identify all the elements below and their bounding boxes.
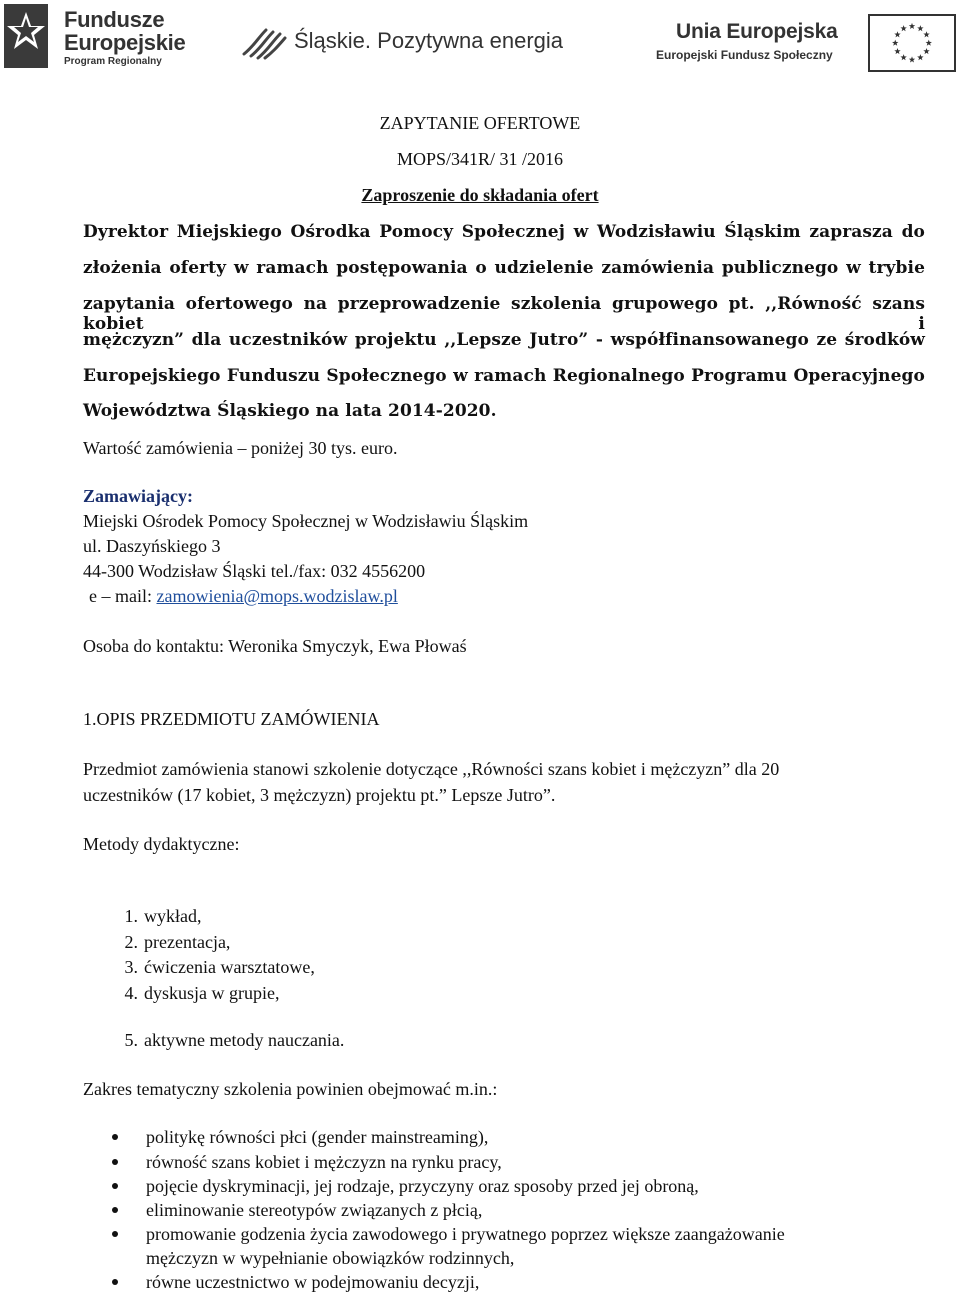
intro-line-2: złożenia oferty w ramach postępowania o udzielenie zamówienia publicznego w trybie [83, 258, 925, 278]
intro-line-6: Województwa Śląskiego na lata 2014-2020. [83, 401, 497, 421]
bullet-icon [112, 1183, 118, 1189]
topic-item: politykę równości płci (gender mainstreaming), [146, 1127, 489, 1147]
method-number: 3. [124, 957, 138, 977]
intro-line-1: Dyrektor Miejskiego Ośrodka Pomocy Społecznej w Wodzisławiu Śląskim zaprasza do [83, 222, 925, 242]
orderer-name: Miejski Ośrodek Pomocy Społecznej w Wodzisławiu Śląskim [83, 511, 529, 531]
subject-line-2: uczestników (17 kobiet, 3 mężczyzn) projektu pt.” Lepsze Jutro”. [83, 785, 556, 805]
intro-line-4: mężczyzn” dla uczestników projektu ,,Lepsze Jutro” - współfinansowanego ze środków [83, 330, 925, 350]
eu-star-icon [900, 25, 906, 31]
scope-label: Zakres tematyczny szkolenia powinien obejmować m.in.: [83, 1079, 498, 1099]
eu-star-icon [923, 31, 929, 37]
topic-item: równe uczestnictwo w podejmowaniu decyzji, [146, 1272, 480, 1292]
bullet-icon [112, 1207, 118, 1213]
topic-item: eliminowanie stereotypów związanych z płcią, [146, 1200, 483, 1220]
fundusze-europejskie-wordmark: Fundusze Europejskie Program Regionalny [64, 7, 186, 67]
method-item: dyskusja w grupie, [144, 983, 280, 1003]
method-number: 2. [124, 932, 138, 952]
orderer-label: Zamawiający: [83, 486, 193, 506]
subject-line-1: Przedmiot zamówienia stanowi szkolenie dotyczące ,,Równości szans kobiet i mężczyzn” dla 20 [83, 759, 780, 779]
topic-item-continuation: mężczyzn w wypełnianie obowiązków rodzinnych, [146, 1248, 515, 1268]
document-number: MOPS/341R/ 31 /2016 [396, 149, 564, 169]
intro-line-5: Europejskiego Funduszu Społecznego w ramach Regionalnego Programu Operacyjnego [83, 366, 925, 386]
method-item: wykład, [144, 906, 202, 926]
method-number: 4. [124, 983, 138, 1003]
order-value-note: Wartość zamówienia – poniżej 30 tys. euro. [83, 438, 398, 458]
unia-europejska-wordmark: Unia Europejska Europejski Fundusz Społeczny [656, 20, 838, 62]
topic-item: pojęcie dyskryminacji, jej rodzaje, przyczyny oraz sposoby przed jej obroną, [146, 1176, 699, 1196]
bullet-icon [112, 1134, 118, 1140]
email-prefix: e – mail: [89, 586, 157, 606]
slaskie-wave-icon [240, 24, 288, 60]
section-1-title: 1.OPIS PRZEDMIOTU ZAMÓWIENIA [83, 709, 380, 729]
orderer-street: ul. Daszyńskiego 3 [83, 536, 221, 556]
bullet-icon [112, 1279, 118, 1285]
eu-star-icon [892, 40, 898, 46]
eu-star-icon [926, 40, 932, 46]
document-title: ZAPYTANIE OFERTOWE [379, 113, 581, 133]
topic-item: równość szans kobiet i mężczyzn na rynku pracy, [146, 1152, 502, 1172]
method-number: 1. [124, 906, 138, 926]
slaskie-wordmark: Śląskie. Pozytywna energia [294, 28, 564, 53]
topic-item: promowanie godzenia życia zawodowego i prywatnego poprzez większe zaangażowanie [146, 1224, 785, 1244]
orderer-email-row [89, 586, 398, 606]
eu-star-icon [894, 48, 900, 54]
contact-person: Osoba do kontaktu: Weronika Smyczyk, Ewa Płowaś [83, 636, 467, 656]
eu-star-icon [894, 31, 900, 37]
eu-star-icon [923, 48, 929, 54]
eu-flag-icon [868, 14, 956, 72]
bullet-icon [112, 1159, 118, 1165]
unia-europejska-logo [656, 14, 956, 74]
fundusze-europejskie-star-icon [4, 4, 48, 68]
invitation-heading: Zaproszenie do składania ofert [361, 185, 599, 205]
fundusze-europejskie-logo [4, 4, 194, 76]
method-item: ćwiczenia warsztatowe, [144, 957, 315, 977]
methods-label: Metody dydaktyczne: [83, 834, 240, 854]
eu-star-icon [909, 56, 915, 62]
bullet-icon [112, 1231, 118, 1237]
method-item: aktywne metody nauczania. [144, 1030, 345, 1050]
eu-star-icon [917, 54, 923, 60]
eu-star-icon [917, 25, 923, 31]
eu-star-icon [909, 23, 915, 29]
method-number: 5. [124, 1030, 138, 1050]
slaskie-logo [240, 24, 620, 64]
orderer-city-phone: 44-300 Wodzisław Śląski tel./fax: 032 4556200 [83, 561, 426, 581]
method-item: prezentacja, [144, 932, 231, 952]
email-link[interactable]: zamowienia@mops.wodzislaw.pl [156, 586, 398, 606]
eu-star-icon [900, 54, 906, 60]
intro-line-3: zapytania ofertowego na przeprowadzenie szkolenia grupowego pt. ,,Równość szans kobiet i [83, 294, 925, 334]
